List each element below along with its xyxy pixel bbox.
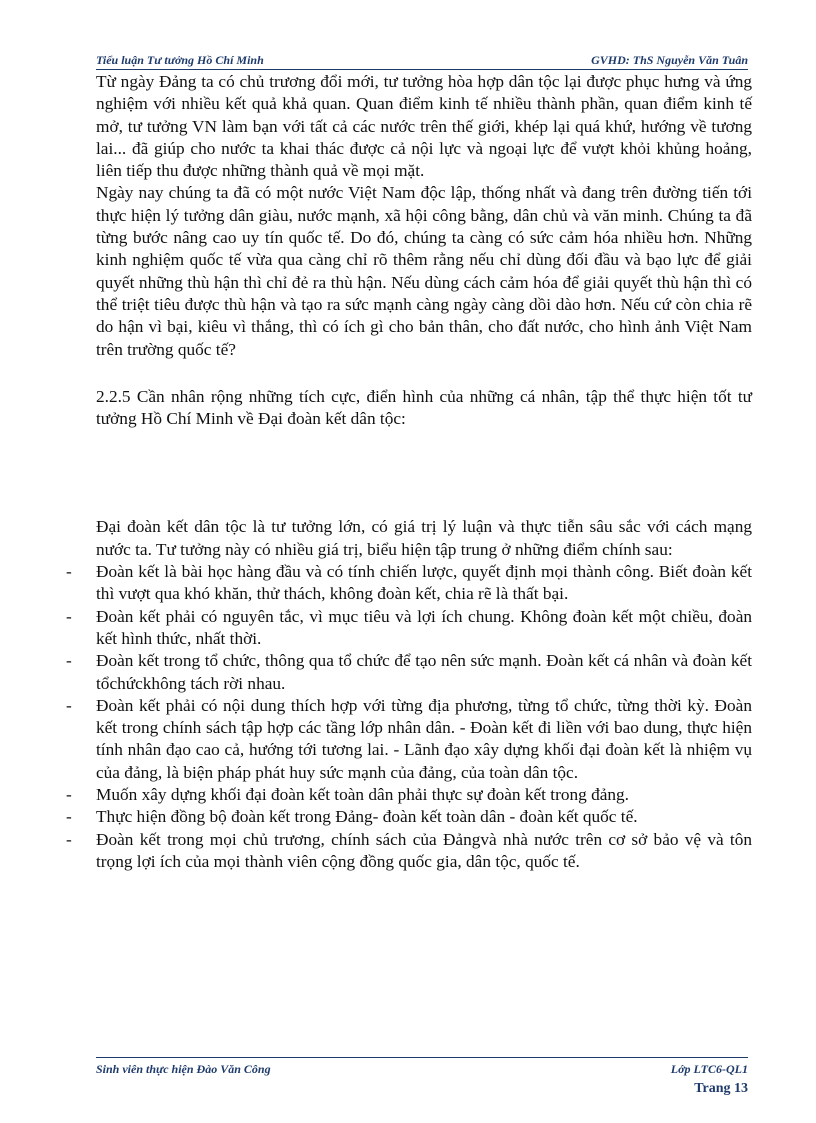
list-item-text: Đoàn kết trong mọi chủ trương, chính sách của Đảngvà nhà nước trên cơ sở bảo vệ và tôn trọng lợi ích của mọi thành viên cộng đồng quốc gia, dân tộc, quốc tế. <box>96 829 752 871</box>
paragraph-ngay-nay: Ngày nay chúng ta đã có một nước Việt Nam độc lập, thống nhất và đang trên đường tiến tới thực hiện lý tưởng dân giàu, nước mạnh, xã hội công bằng, dân chủ và văn minh. Chúng ta đã từng bước nâng cao uy tín quốc tế. Do đó, chúng ta càng có sức cảm hóa nhiều hơn. Những kinh nghiệm quốc tế vừa qua càng chỉ rõ thêm rằng nếu chỉ dùng đối đầu và bạo lực để giải quyết những thù hận thì chỉ đẻ ra thù hận. Nếu dùng cách cảm hóa để giải quyết thù hận thì có thể triệt tiêu được thù hận và tạo ra sức mạnh càng ngày càng dồi dào hơn. Nếu cứ còn chia rẽ do hận vì bại, kiêu vì thắng, thì có ích gì cho bản thân, cho đất nước, cho hình ảnh Việt Nam trên trường quốc tế? <box>96 183 752 359</box>
header-advisor: GVHD: ThS Nguyễn Văn Tuân <box>591 53 748 67</box>
list-item-text: Thực hiện đồng bộ đoàn kết trong Đảng- đoàn kết toàn dân - đoàn kết quốc tế. <box>96 807 638 827</box>
footer-rule <box>96 1057 748 1059</box>
list-item-text: Đoàn kết phải có nội dung thích hợp với từng địa phương, từng tổ chức, từng thời kỳ. Đoàn kết trong chính sách tập hợp các tầng lớp nhân dân. - Đoàn kết đi liền với bao dung, thực hiện tính nhân đạo cao cả, hướng tới tương lai. - Lãnh đạo xây dựng khối đại đoàn kết là nhiệm vụ của đảng, là biện pháp phát huy sức mạnh của đảng, của toàn dân tộc. <box>96 695 752 782</box>
bullet-dash: - <box>66 807 72 827</box>
section-heading: 2.2.5 Cần nhân rộng những tích cực, điển hình của những cá nhân, tập thể thực hiện tốt tư tưởng Hồ Chí Minh về Đại đoàn kết dân tộc: <box>96 386 752 429</box>
bullet-dash: - <box>66 829 72 849</box>
list-item <box>66 561 752 606</box>
page-header <box>96 52 748 70</box>
bullet-dash: - <box>66 651 72 671</box>
bullet-dash: - <box>66 695 72 715</box>
page-number: Trang 13 <box>694 1081 748 1096</box>
bullet-list <box>66 561 752 873</box>
list-item-text: Đoàn kết phải có nguyên tắc, vì mục tiêu và lợi ích chung. Không đoàn kết một chiều, đoàn kết hình thức, nhất thời. <box>96 606 752 648</box>
list-item <box>66 606 752 651</box>
paragraph-doi-moi: Từ ngày Đảng ta có chủ trương đổi mới, tư tưởng hòa hợp dân tộc lại được phục hưng và ứng nghiệm với nhiều kết quả khả quan. Quan điểm kinh tế nhiều thành phần, quan điểm kinh tế mở, tư tưởng VN làm bạn với tất cả các nước trên thế giới, khép lại quá khứ, hướng về tương lai... đã giúp cho nước ta khai thác được cả nội lực và ngoại lực để vượt khỏi khủng hoảng, liên tiếp thu được những thành quả về mọi mặt. <box>96 72 752 181</box>
list-item <box>66 806 752 828</box>
list-item <box>66 784 752 806</box>
header-title: Tiểu luận Tư tưởng Hồ Chí Minh <box>96 53 264 67</box>
list-item <box>66 650 752 695</box>
bullet-dash: - <box>66 606 72 626</box>
footer-class: Lớp LTC6-QL1 <box>670 1062 748 1076</box>
list-item-text: Đoàn kết là bài học hàng đầu và có tính chiến lược, quyết định mọi thành công. Biết đoàn kết thì vượt qua khó khăn, thử thách, không đoàn kết, chia rẽ là thất bại. <box>96 562 752 604</box>
footer-student: Sinh viên thực hiện Đào Văn Công <box>96 1062 271 1076</box>
list-item <box>66 829 752 874</box>
list-item <box>66 695 752 784</box>
bullet-dash: - <box>66 785 72 805</box>
document-body <box>66 71 752 873</box>
paragraph-intro: Đại đoàn kết dân tộc là tư tưởng lớn, có giá trị lý luận và thực tiễn sâu sắc với cách mạng nước ta. Tư tưởng này có nhiều giá trị, biểu hiện tập trung ở những điểm chính sau: <box>96 517 752 559</box>
bullet-dash: - <box>66 562 72 582</box>
list-item-text: Đoàn kết trong tổ chức, thông qua tổ chức để tạo nên sức mạnh. Đoàn kết cá nhân và đoàn kết tổchứckhông tách rời nhau. <box>96 651 752 693</box>
list-item-text: Muốn xây dựng khối đại đoàn kết toàn dân phải thực sự đoàn kết trong đảng. <box>96 785 629 805</box>
